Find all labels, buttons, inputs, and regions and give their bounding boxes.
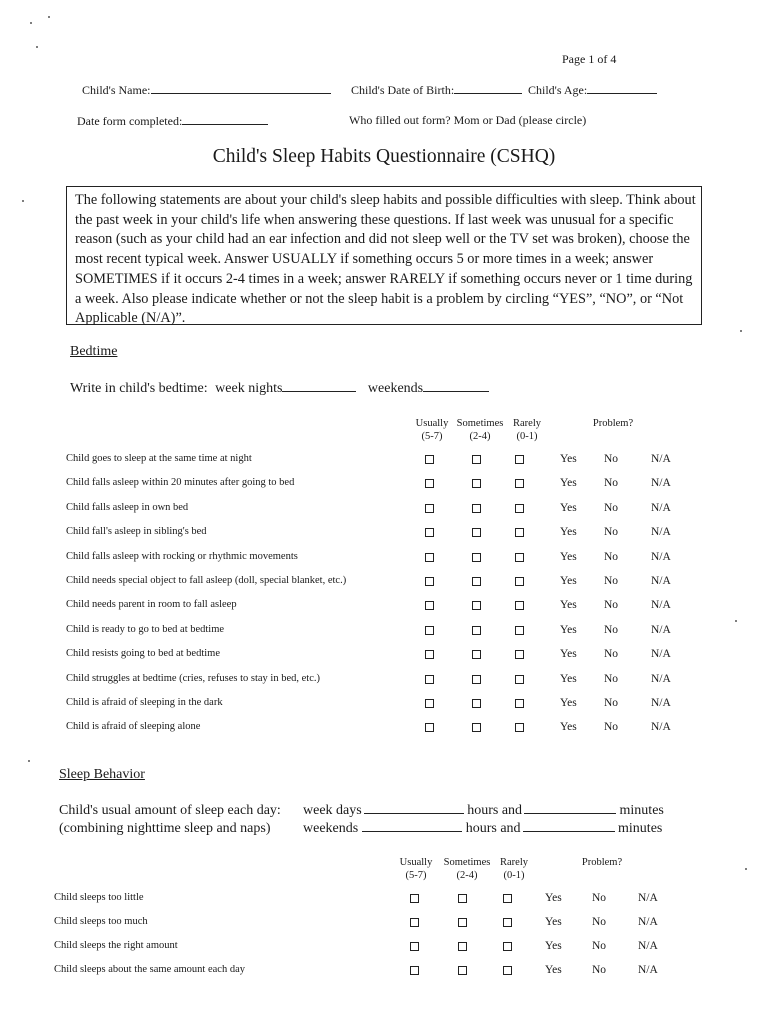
checkbox-sometimes[interactable]: [472, 553, 481, 562]
age-label: Child's Age:: [528, 83, 588, 97]
checkbox-usually[interactable]: [425, 699, 434, 708]
question-text: Child is afraid of sleeping in the dark: [66, 697, 223, 708]
week-nights-label: week nights: [215, 381, 283, 396]
answer-yes[interactable]: Yes: [545, 892, 562, 904]
question-row: [0, 697, 768, 715]
col-problem: Problem?: [581, 857, 623, 868]
checkbox-rarely[interactable]: [515, 675, 524, 684]
answer-na[interactable]: N/A: [651, 697, 671, 709]
answer-yes[interactable]: Yes: [560, 453, 577, 465]
question-row: [0, 648, 768, 666]
answer-na[interactable]: N/A: [638, 940, 658, 952]
age-input[interactable]: [587, 82, 657, 94]
question-text: Child fall's asleep in sibling's bed: [66, 526, 207, 538]
checkbox-usually[interactable]: [425, 479, 434, 488]
checkbox-rarely[interactable]: [515, 455, 524, 464]
answer-na[interactable]: N/A: [651, 453, 671, 465]
question-row: [0, 477, 768, 495]
hours-and-label: hours and: [467, 803, 523, 818]
checkbox-sometimes[interactable]: [472, 504, 481, 513]
answer-na[interactable]: N/A: [651, 672, 671, 685]
checkbox-sometimes[interactable]: [458, 942, 467, 951]
col-sometimes: Sometimes (2-4): [456, 418, 504, 442]
answer-na[interactable]: N/A: [651, 575, 671, 587]
bedtime-write-label: Write in child's bedtime:: [70, 381, 208, 396]
col-rarely: Rarely (0-1): [513, 418, 541, 442]
filled-by-label: Who filled out form? Mom or Dad (please circle): [349, 113, 587, 127]
week-days-minutes-input[interactable]: [524, 802, 616, 814]
checkbox-sometimes[interactable]: [472, 675, 481, 684]
question-row: [0, 940, 768, 958]
page-title: Child's Sleep Habits Questionnaire (CSHQ): [212, 146, 556, 167]
checkbox-usually[interactable]: [425, 553, 434, 562]
question-text: Child struggles at bedtime (cries, refuses to stay in bed, etc.): [66, 672, 320, 684]
checkbox-rarely[interactable]: [503, 918, 512, 927]
answer-no[interactable]: No: [604, 477, 619, 490]
checkbox-rarely[interactable]: [515, 650, 524, 659]
answer-no[interactable]: No: [604, 453, 619, 465]
checkbox-rarely[interactable]: [515, 699, 524, 708]
checkbox-usually[interactable]: [410, 966, 419, 975]
question-row: [0, 624, 768, 642]
bedtime-write-row: [70, 380, 489, 397]
answer-no[interactable]: No: [604, 648, 619, 661]
answer-no[interactable]: No: [592, 916, 607, 928]
question-text: Child sleeps too little: [54, 892, 144, 903]
question-row: [0, 599, 768, 617]
combining-label: (combining nighttime sleep and naps): [59, 821, 271, 836]
dob-field: [351, 82, 522, 98]
question-row: [0, 721, 768, 739]
question-row: [0, 526, 768, 544]
date-completed-field: [77, 113, 268, 129]
answer-no[interactable]: No: [604, 526, 619, 539]
sleep-amount-label: Child's usual amount of sleep each day:: [59, 803, 281, 818]
checkbox-sometimes[interactable]: [472, 650, 481, 659]
question-text: Child sleeps too much: [54, 916, 148, 927]
question-row: [0, 575, 768, 593]
date-completed-label: Date form completed:: [77, 114, 183, 128]
checkbox-rarely[interactable]: [515, 601, 524, 610]
checkbox-usually[interactable]: [425, 601, 434, 610]
question-row: [0, 964, 768, 982]
question-text: Child falls asleep with rocking or rhythmic movements: [66, 550, 298, 562]
answer-na[interactable]: N/A: [651, 599, 671, 612]
checkbox-rarely[interactable]: [515, 626, 524, 635]
col-usually: Usually (5-7): [399, 857, 433, 881]
checkbox-usually[interactable]: [425, 577, 434, 586]
date-completed-input[interactable]: [182, 113, 268, 125]
week-days-row: [303, 802, 664, 820]
col-sometimes: Sometimes (2-4): [443, 857, 491, 881]
sleep-behavior-heading: Sleep Behavior: [59, 767, 145, 782]
answer-no[interactable]: No: [604, 575, 619, 587]
answer-no[interactable]: No: [604, 599, 619, 612]
question-row: [0, 673, 768, 691]
answer-na[interactable]: N/A: [651, 550, 671, 563]
col-usually: Usually (5-7): [415, 418, 449, 442]
checkbox-sometimes[interactable]: [472, 528, 481, 537]
page-number: Page 1 of 4: [562, 52, 617, 66]
hours-and-label: hours and: [465, 821, 521, 836]
answer-na[interactable]: N/A: [638, 964, 658, 976]
weekends-label: weekends: [367, 381, 424, 396]
question-text: Child sleeps about the same amount each day: [54, 964, 245, 975]
checkbox-rarely[interactable]: [515, 553, 524, 562]
answer-na[interactable]: N/A: [651, 501, 671, 514]
question-row: [0, 502, 768, 520]
answer-no[interactable]: No: [592, 892, 607, 904]
answer-no[interactable]: No: [592, 940, 607, 952]
answer-yes[interactable]: Yes: [560, 477, 577, 490]
answer-yes[interactable]: Yes: [560, 648, 577, 661]
question-text: Child is afraid of sleeping alone: [66, 721, 201, 733]
weekends-minutes-input[interactable]: [523, 820, 615, 832]
question-text: Child is ready to go to bed at bedtime: [66, 623, 225, 635]
checkbox-sometimes[interactable]: [458, 966, 467, 975]
instructions-text: The following statements are about your child's sleep habits and possible difficulties with sleep. Think about the past week in your child's life when answering these questions. If last week was unusual for a specific reason (such as your child had an ear infection and did not sleep well or the TV set was broken), choose the most recent typical week. Answer USUALLY if something occurs 5 or more times in a week; answer SOMETIMES if it occurs 2-4 times in a week; answer RARELY if something occurs never or 1 time during a week. Also please indicate whether or not the sleep habit is a problem by circling “YES”, “NO”, or “Not Applicable (N/A)”.: [75, 192, 696, 327]
checkbox-rarely[interactable]: [503, 894, 512, 903]
answer-no[interactable]: No: [604, 623, 619, 636]
dob-input[interactable]: [454, 82, 522, 94]
checkbox-rarely[interactable]: [515, 504, 524, 513]
checkbox-rarely[interactable]: [515, 528, 524, 537]
weekends-sleep-row: [303, 820, 662, 838]
answer-no[interactable]: No: [592, 964, 607, 976]
answer-na[interactable]: N/A: [638, 916, 658, 928]
checkbox-rarely[interactable]: [515, 577, 524, 586]
week-days-hours-input[interactable]: [364, 802, 464, 814]
minutes-label: minutes: [618, 821, 663, 836]
checkbox-sometimes[interactable]: [472, 479, 481, 488]
answer-yes[interactable]: Yes: [560, 672, 577, 685]
checkbox-sometimes[interactable]: [472, 455, 481, 464]
checkbox-sometimes[interactable]: [472, 601, 481, 610]
question-text: Child sleeps the right amount: [54, 940, 178, 951]
answer-no[interactable]: No: [604, 501, 619, 514]
answer-yes[interactable]: Yes: [560, 599, 577, 612]
checkbox-rarely[interactable]: [503, 966, 512, 975]
minutes-label: minutes: [619, 803, 664, 818]
checkbox-usually[interactable]: [410, 942, 419, 951]
week-days-label: week days: [303, 803, 362, 818]
answer-na[interactable]: N/A: [651, 623, 671, 636]
sleep-amount-labels: [59, 802, 281, 838]
question-row: [0, 551, 768, 569]
answer-yes[interactable]: Yes: [560, 697, 577, 709]
checkbox-sometimes[interactable]: [458, 894, 467, 903]
col-problem: Problem?: [592, 418, 634, 429]
checkbox-usually[interactable]: [425, 650, 434, 659]
checkbox-sometimes[interactable]: [472, 699, 481, 708]
dob-label: Child's Date of Birth:: [351, 83, 455, 97]
question-text: Child needs special object to fall asleep (doll, special blanket, etc.): [66, 575, 347, 586]
checkbox-sometimes[interactable]: [458, 918, 467, 927]
weekends-sleep-label: weekends: [303, 821, 359, 836]
question-row: [0, 453, 768, 471]
week-nights-input[interactable]: [282, 380, 356, 392]
col-rarely: Rarely (0-1): [500, 857, 528, 881]
checkbox-usually[interactable]: [425, 723, 434, 732]
answer-no[interactable]: No: [604, 550, 619, 563]
checkbox-usually[interactable]: [425, 528, 434, 537]
checkbox-sometimes[interactable]: [472, 577, 481, 586]
answer-yes[interactable]: Yes: [560, 623, 577, 636]
answer-yes[interactable]: Yes: [560, 550, 577, 563]
answer-no[interactable]: No: [604, 672, 619, 685]
answer-yes[interactable]: Yes: [560, 575, 577, 587]
question-text: Child resists going to bed at bedtime: [66, 648, 220, 660]
checkbox-usually[interactable]: [410, 918, 419, 927]
checkbox-rarely[interactable]: [503, 942, 512, 951]
checkbox-usually[interactable]: [410, 894, 419, 903]
answer-na[interactable]: N/A: [651, 648, 671, 661]
question-text: Child needs parent in room to fall asleep: [66, 599, 237, 611]
answer-na[interactable]: N/A: [638, 892, 658, 904]
checkbox-sometimes[interactable]: [472, 626, 481, 635]
checkbox-usually[interactable]: [425, 675, 434, 684]
answer-yes[interactable]: Yes: [560, 721, 577, 734]
answer-no[interactable]: No: [604, 697, 619, 709]
question-text: Child goes to sleep at the same time at night: [66, 453, 252, 464]
answer-yes[interactable]: Yes: [545, 916, 562, 928]
age-field: [528, 82, 657, 98]
question-row: [0, 892, 768, 910]
checkbox-rarely[interactable]: [515, 723, 524, 732]
answer-yes[interactable]: Yes: [545, 964, 562, 976]
checkbox-usually[interactable]: [425, 455, 434, 464]
question-text: Child falls asleep within 20 minutes after going to bed: [66, 477, 295, 489]
child-name-label: Child's Name:: [82, 83, 151, 97]
weekends-input[interactable]: [423, 380, 489, 392]
question-text: Child falls asleep in own bed: [66, 501, 189, 513]
checkbox-rarely[interactable]: [515, 479, 524, 488]
answer-yes[interactable]: Yes: [560, 526, 577, 539]
checkbox-sometimes[interactable]: [472, 723, 481, 732]
answer-na[interactable]: N/A: [651, 477, 671, 490]
answer-yes[interactable]: Yes: [545, 940, 562, 952]
child-name-input[interactable]: [151, 82, 331, 94]
answer-na[interactable]: N/A: [651, 721, 671, 734]
answer-na[interactable]: N/A: [651, 526, 671, 539]
bedtime-heading: Bedtime: [70, 344, 118, 359]
answer-yes[interactable]: Yes: [560, 501, 577, 514]
checkbox-usually[interactable]: [425, 626, 434, 635]
weekends-hours-input[interactable]: [362, 820, 462, 832]
child-name-field: [82, 82, 331, 98]
question-row: [0, 916, 768, 934]
checkbox-usually[interactable]: [425, 504, 434, 513]
answer-no[interactable]: No: [604, 721, 619, 734]
